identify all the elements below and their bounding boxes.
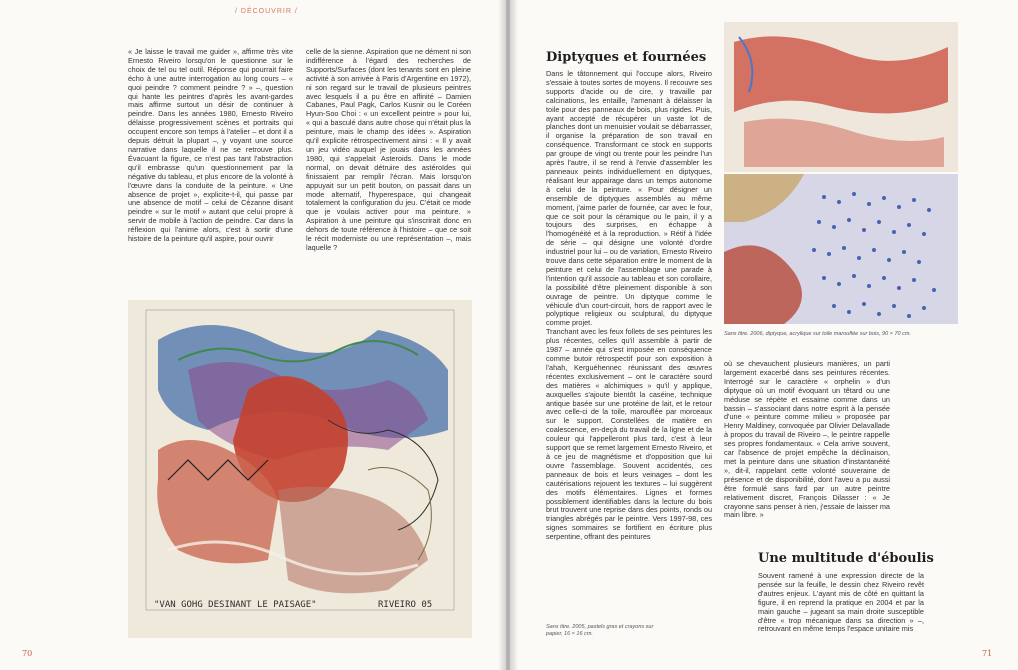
left-column-1 [128, 48, 293, 244]
right-page-number: 71 [982, 649, 993, 658]
artwork-signature: RIVEIRO 05 [378, 600, 433, 610]
caption-diptych: Sans titre. 2006, diptyque, acrylique sur toile marouflée sur bois, 90 × 70 cm. [724, 331, 911, 337]
left-page [0, 0, 506, 670]
left-page-number: 70 [22, 649, 33, 658]
heading-diptyques: Diptyques et fournées [546, 50, 707, 65]
section-tag: / DÉCOUVRIR / [235, 8, 298, 15]
right-column-2-end [758, 572, 924, 634]
right-column-2-end-text: Souvent ramené à une expression directe de la pensée sur la feuille, le dessin chez Riveiro revêt d'autres enjeux. L'ayant mis de côté en quittant la figure, il en reprend la pratique en 2004 et par la main gauche – jugeant sa main droite susceptible d'être « trop mécanique dans sa direction » –, retrouvant en même temps l'espace unitaire mis [758, 571, 924, 634]
artwork-inscription: "VAN GOHG DESINANT LE PAISAGE" [154, 600, 317, 610]
rose-mass [278, 487, 428, 594]
section-label: DÉCOUVRIR [240, 8, 292, 15]
right-column-1 [546, 70, 712, 542]
heading-eboulis: Une multitude d'éboulis [758, 551, 934, 566]
left-column-2-text: celle de la sienne. Aspiration que ne dément ni son indifférence à l'égard des recherches de Supports/Surfaces (dont les tenants sont en pleine activité à son arrivée à Paris d'Argentine en 1972), ni son regard sur le travail de plusieurs peintres avec lesquels il a pu être en affinité – Damien Cabanes, Paul Pagk, Carlos Kusnir ou le Coréen Hyun-Soo Choi : « un excellent peintre » pour lui, « qui a basculé dans autre chose qui n'était plus la peinture, mais le champ des idées ». Aspiration qu'il explicite rétrospectivement ainsi : « Il y avait un jeu vidéo auquel je jouais dans les années 1980, qui s'appelait Asteroids. Dans le mode normal, on devait détruire des astéroïdes qui finissaient par remplir l'écran. Mais lorsqu'on appuyait sur un petit bouton, on passait dans un mode alternatif, l'hyperespace, qui changeait totalement la configuration du jeu. C'était ce mode que je voulais activer pour ma peinture. » Aspiration à une peinture qui s'inscrirait donc en dehors de toute référence à l'histoire – que ce soit le récit moderniste ou une représentation –, mais laquelle ? [306, 47, 471, 252]
artwork-diptych [724, 22, 958, 324]
right-column-1-top-text: Dans le tâtonnement qui l'occupe alors, Riveiro s'essaie à toutes sortes de moyens. Il recouvre ses supports d'acide ou de cire, y travaille par calcinations, les entaille, l'amenant à délaisser la toile pour des panneaux de bois, plus rigides. Puis, ayant accepté de récupérer un vaste lot de planches dont un menuisier voulait se débarrasser, il organise la préparation de son travail en conséquence. Transformant ce stock en supports par groupe de vingt ou trente pour les peindre l'un après l'autre, il se rend à l'envie d'assembler les panneaux peints individuellement en diptyques, réalisant leur appairage dans un temps autonome à celui de la peinture. « Pour désigner un ensemble de diptyques assemblés au même moment, j'aime parler de fournée, car avec le four, que ce soit pour la céramique ou le pain, il y a toujours des surprises, en échappe à l'homogénéité et à la reproduction. » Rétif à l'idée de série – qui désigne une volonté d'ordre industriel pour lui – ou de variation, Ernesto Riveiro trouve dans cette séparation entre le moment de la peinture et celui de l'assemblage une parade à l'intention qu'il associe au tableau et son corollaire, la possibilité d'être pleinement disponible à son ouvrage de peintre. Un diptyque comme le véhicule d'un court-circuit, hors de rapport avec le polyptique religieux ou sculptural, du diptyque comme projet. [546, 69, 712, 328]
left-column-1-text: « Je laisse le travail me guider », affirme très vite Ernesto Riveiro lorsqu'on le questionne sur le choix de tel ou tel outil. Réponse qui pourrait faire écho à une autre interrogation au long cours – « quoi peindre ? comment peindre ? » –, question qui hante les peintres d'après les avant-gardes mais affirme surtout un désir de continuer à peindre. Dans les années 1980, Ernesto Riveiro délaisse progressivement scènes et portraits qui occupent encore son temps à l'atelier – et dont il a depuis détruit la plupart –, y voyant une source narrative dans laquelle il ne se retrouve plus. Évacuant la figure, ce n'est pas tant l'abstraction qu'il embrasse qu'un questionnement par la négative du tableau, et plus encore de la volonté à l'œuvre dans la conduite de la peinture. « Une absence de projet », explicite-t-il, qui passe par une absence de motif – celui de Cézanne disant peindre « sur le motif » autant que celui propre à servir de mobile à l'action de peindre. Car dans la réflexion qui l'anime alors, c'est à sortir d'une histoire de la peinture qu'il aspire, pour ouvrir [128, 47, 293, 244]
right-column-2 [724, 360, 890, 520]
artwork-drawing [128, 300, 472, 638]
left-column-2 [306, 48, 471, 253]
right-page [510, 0, 1018, 670]
gutter-shadow [498, 0, 518, 670]
diptych-svg [724, 22, 958, 324]
right-column-1-bottom-text: Tranchant avec les feux follets de ses peintures les plus récentes, celles qu'il assemble à partir de 1987 – année qui s'est imposée en conséquence comme butoir rétrospectif pour son exposition à l'ahah, Kerguéhennec réunissant des œuvres récentes exclusivement – ont le caractère sourd des matières « alchimiques » qu'il y applique, auxquelles s'ajoute bientôt la caséine, technique antique basée sur une protéine de lait, et le retour avec celle-ci de la toile, marouflée par morceaux sur le support. Constellées de matière en coalescence, en-deçà du travail de la ligne et de la couleur qui l'appelleront plus tard, c'est à leur support que se remet largement Ernesto Riveiro, et à ce jeu de magnétisme et d'opposition que lui ouvre l'assemblage. Souvent accidentés, ces panneaux de bois et leurs veinages – dont les cautérisations rejouent les textures – lui suggèrent des motifs élémentaires. Lignes et formes possiblement identifiables dans la lecture du bois brut trouvent une reprise dans des points, ronds ou triangles abrégés par le peintre. Vers 1997-98, ces signes sommaires se fortifient en écriture plus serpentine, offrant des peintures [546, 327, 712, 542]
caption-drawing: Sans titre. 2005, pastels gras et crayons sur papier, 16 × 16 cm. [546, 624, 654, 637]
right-column-2-text: où se chevauchent plusieurs manières, un parti largement exacerbé dans ses peintures récentes. Interrogé sur le caractère « orphelin » d'un diptyque où un motif évoquant un têtard ou une méduse se répète et essaime comme dans un bassin – s'associant dans notre esprit à la pensée d'une « peinture comme milieu » proposée par Henry Maldiney, convoquée par Olivier Delavallade à propos du travail de Riveiro –, le peintre rappelle ses propres fondamentaux. « Cela arrive souvent, car l'absence de projet empêche la déclinaison, met la peinture dans une situation d'instantanéité », dit-il, rappelant cette volonté souveraine de présence et de disponibilité, dont l'aveu a pu aussi être formulé sans fard par un autre peintre relativement discret, François Dilasser : « Je crayonne sans penser à rien, j'essaie de laisser ma main libre. » [724, 359, 890, 520]
drawing-svg [128, 300, 472, 638]
